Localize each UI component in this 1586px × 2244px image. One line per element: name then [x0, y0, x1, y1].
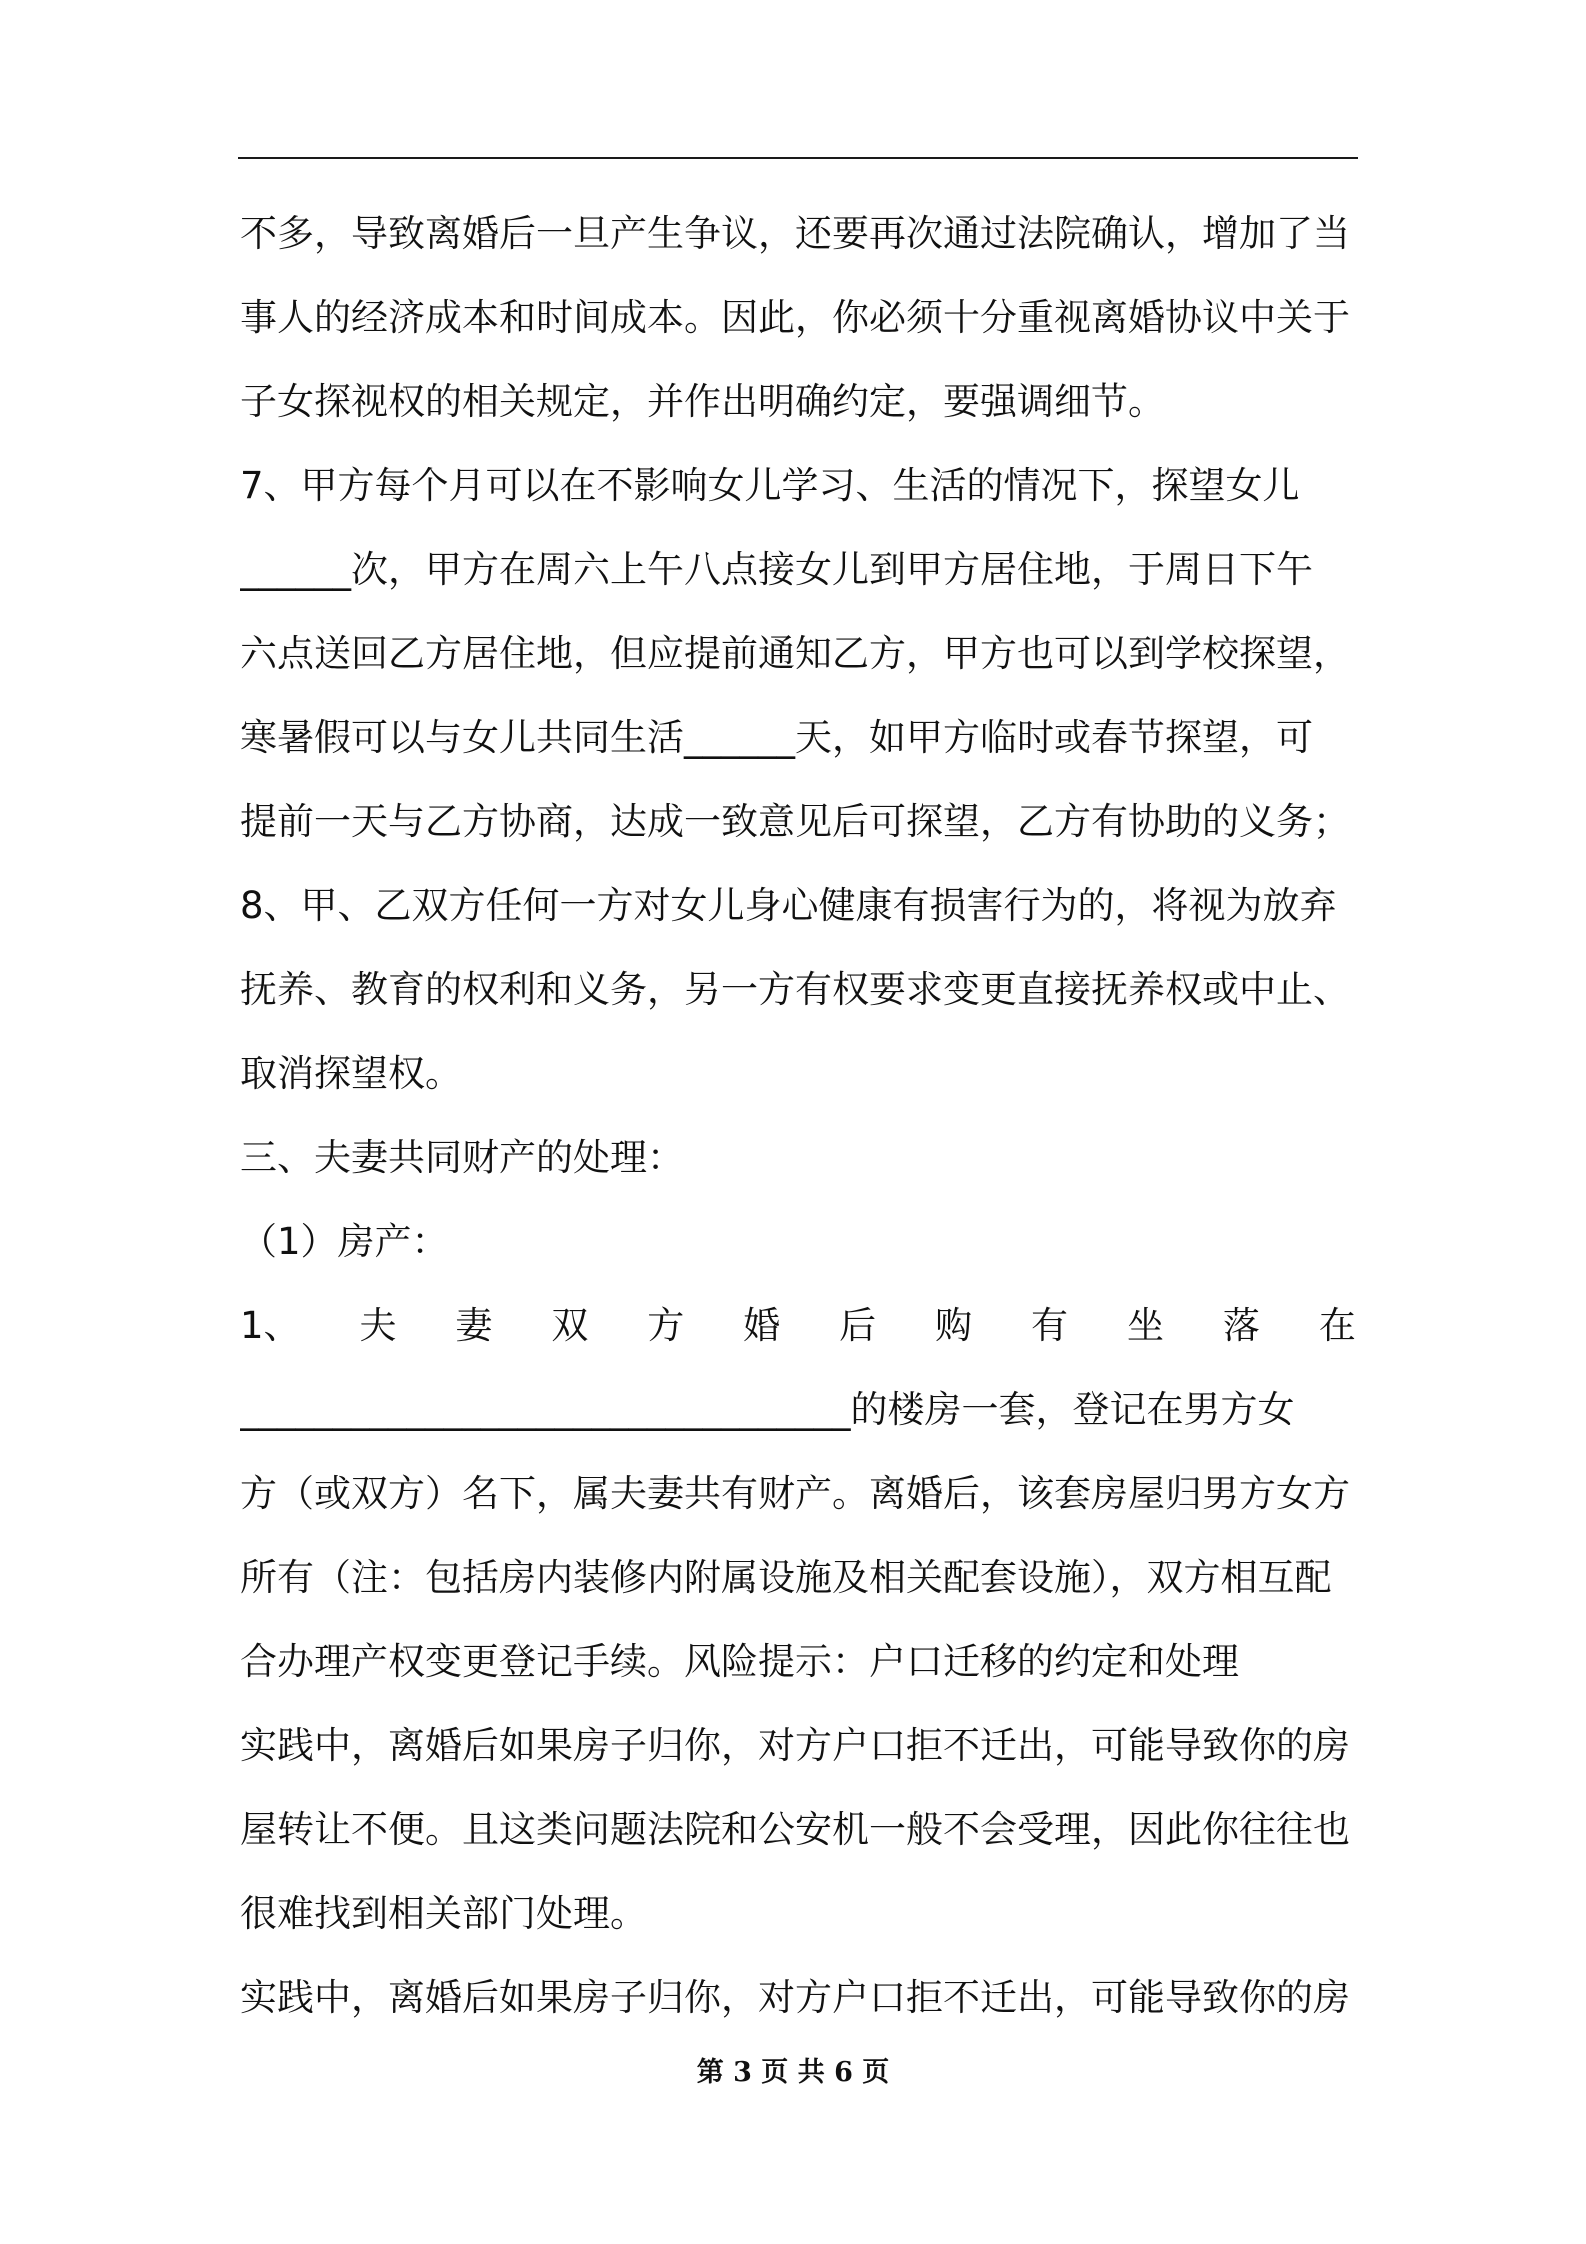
text-line: 所有（注：包括房内装修内附属设施及相关配套设施），双方相互配: [240, 1556, 1332, 1599]
justified-char: 落: [1222, 1304, 1260, 1347]
justified-line: [240, 1284, 1356, 1368]
justified-char: 购: [935, 1304, 973, 1347]
justified-char: 妻: [455, 1304, 493, 1347]
page-number: 第 3 页 共 6 页: [696, 2057, 890, 2088]
justified-char: 有: [1031, 1304, 1069, 1347]
text-line: 抚养、教育的权利和义务，另一方有权要求变更直接抚养权或中止、: [240, 968, 1350, 1011]
text-line: 寒暑假可以与女儿共同生活______天，如甲方临时或春节探望，可: [240, 716, 1313, 759]
text-line: ______次，甲方在周六上午八点接女儿到甲方居住地，于周日下午: [240, 548, 1313, 591]
text-line: 方（或双方）名下，属夫妻共有财产。离婚后，该套房屋归男方女方: [240, 1472, 1350, 1515]
text-line: 实践中，离婚后如果房子归你，对方户口拒不迁出，可能导致你的房: [240, 1724, 1350, 1767]
justified-char: 夫: [359, 1304, 397, 1347]
subsection-heading: （1）房产：: [240, 1220, 449, 1263]
text-line: 不多，导致离婚后一旦产生争议，还要再次通过法院确认，增加了当: [240, 212, 1350, 255]
text-line: 提前一天与乙方协商，达成一致意见后可探望，乙方有协助的义务；: [240, 800, 1350, 843]
text-line: 六点送回乙方居住地，但应提前通知乙方，甲方也可以到学校探望，: [240, 632, 1350, 675]
justified-char: 方: [647, 1304, 685, 1347]
text-line: 7、甲方每个月可以在不影响女儿学习、生活的情况下，探望女儿: [240, 464, 1300, 507]
text-line: 屋转让不便。且这类问题法院和公安机一般不会受理，因此你往往也: [240, 1808, 1350, 1851]
text-line: 子女探视权的相关规定，并作出明确约定，要强调细节。: [240, 380, 1165, 423]
justified-char: 在: [1318, 1304, 1356, 1347]
text-line: 实践中，离婚后如果房子归你，对方户口拒不迁出，可能导致你的房: [240, 1976, 1350, 2019]
justified-char: 坐: [1126, 1304, 1164, 1347]
text-line: 很难找到相关部门处理。: [240, 1892, 647, 1935]
justified-char: 1、: [240, 1304, 301, 1347]
text-line: _________________________________的楼房一套，登记在男方女: [240, 1388, 1295, 1431]
section-heading: 三、夫妻共同财产的处理：: [240, 1136, 684, 1179]
text-line: 取消探望权。: [240, 1052, 462, 1095]
justified-char: 后: [839, 1304, 877, 1347]
justified-char: 婚: [743, 1304, 781, 1347]
header-divider: [238, 157, 1358, 159]
text-line: 事人的经济成本和时间成本。因此，你必须十分重视离婚协议中关于: [240, 296, 1350, 339]
text-line: 8、甲、乙双方任何一方对女儿身心健康有损害行为的，将视为放弃: [240, 884, 1337, 927]
justified-char: 双: [551, 1304, 589, 1347]
text-line: 合办理产权变更登记手续。风险提示：户口迁移的约定和处理: [240, 1640, 1239, 1683]
document-body: [240, 192, 1356, 2040]
